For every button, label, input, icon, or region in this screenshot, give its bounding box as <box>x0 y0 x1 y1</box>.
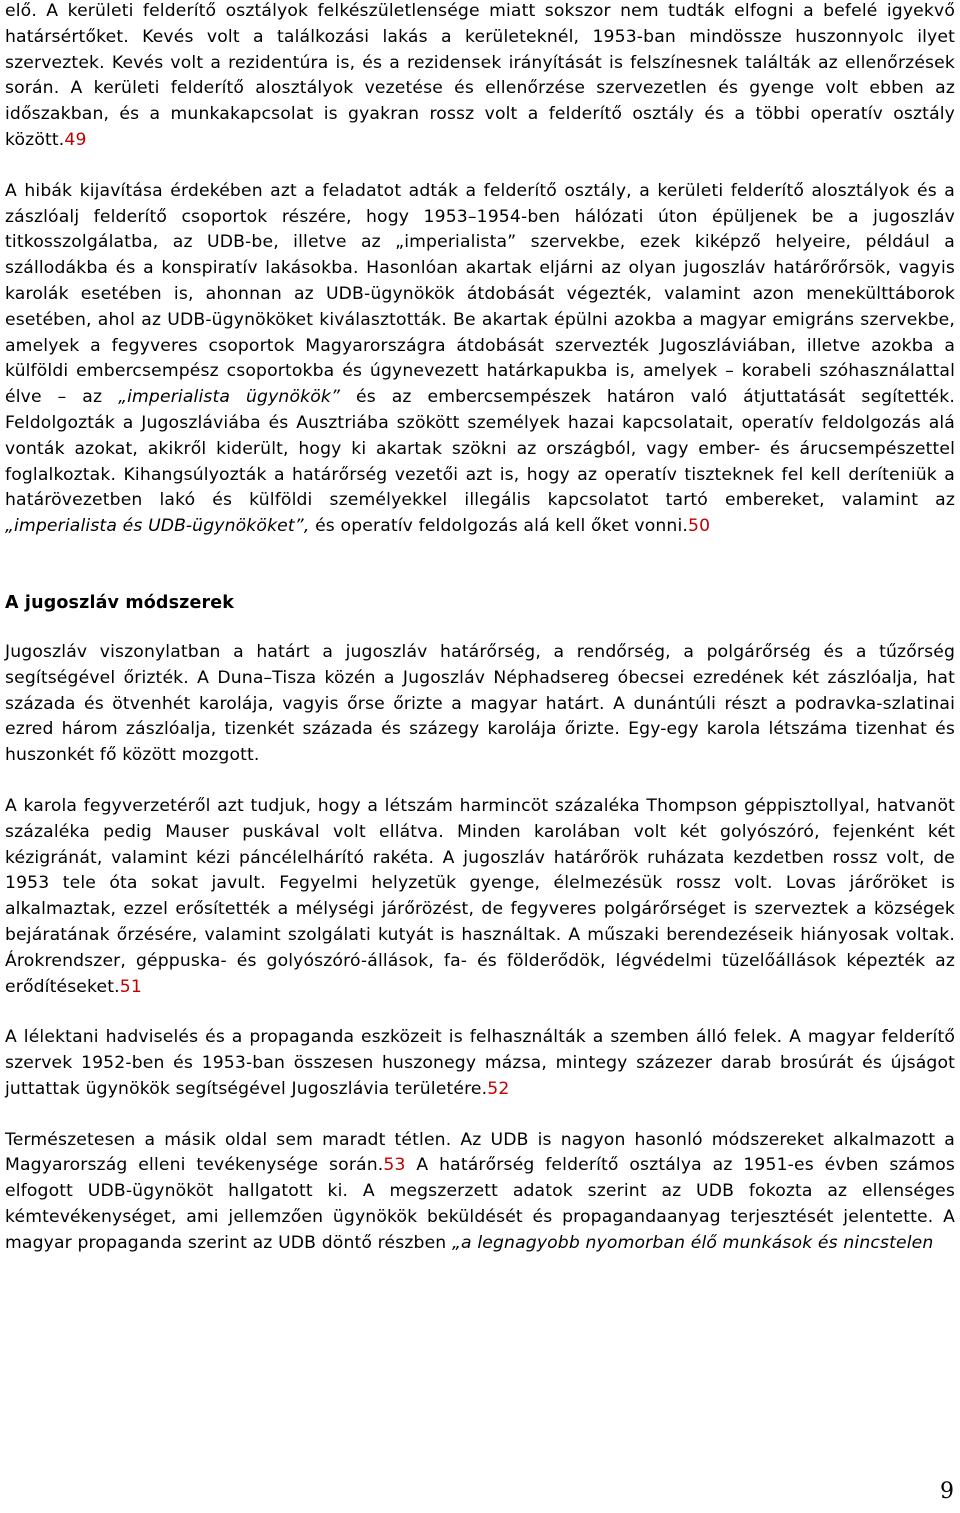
footnote-ref-52[interactable]: 52 <box>487 1078 510 1099</box>
paragraph-text: A határőrség felderítő osztálya az 1951-es évben számos elfogott UDB-ügynököt hallgatott ki. A megszerzett adatok szerint az UDB fokozta az ellenséges kémtevékenységet, ami jellemzően ügynökök beküldését és propagandaanyag terjesztését jelentette. A magyar propaganda szerint az UDB döntő részben <box>5 1155 955 1253</box>
paragraph-2 <box>5 179 955 540</box>
paragraph-text: Jugoszláv viszonylatban a határt a jugoszláv határőrség, a rendőrség, a polgárőrség és a tűzőrség segítségével őrizték. A Duna–Tisza közén a Jugoszláv Néphadsereg óbecsei ezredének két zászlóalja, hat százada és ötvenhét karolája, vagyis őrse őrizte a magyar határt. A dunántúli részt a podravka-szlatinai ezred három zászlóalja, tizenkét százada és százegy karolája őrizte. Egy-egy karola létszáma tizenhat és huszonkét fő között mozgott. <box>5 641 955 766</box>
paragraph-text: A lélektani hadviselés és a propaganda eszközeit is felhasználták a szemben álló felek. A magyar felderítő szervek 1952-ben és 1953-ban összesen huszonegy mázsa, mintegy százezer darab brosúrát és újságot juttattak ügynökök segítségével Jugoszlávia területére. <box>5 1027 955 1099</box>
italic-quote: „imperialista ügynökök” <box>118 387 341 408</box>
paragraph-6 <box>5 1128 955 1257</box>
document-page <box>5 0 955 1257</box>
section-heading: A jugoszláv módszerek <box>5 592 235 613</box>
paragraph-text: A karola fegyverzetéről azt tudjuk, hogy a létszám harmincöt százaléka Thompson géppisztollyal, hatvanöt százaléka pedig Mauser puskával volt ellátva. Minden karolában volt két golyószóró, fejenként két kézigránát, valamint kézi páncélelhárító rakéta. A jugoszláv határőrök ruházata kezdetben rossz volt, de 1953 tele óta sokat javult. Fegyelmi helyzetük gyenge, élelmezésük rossz volt. Lovas járőröket is alkalmaztak, ezzel erősítették a mélységi járőrözést, de fegyveres polgárőrséget is szerveztek a községek bejáratának őrzésére, valamint szolgálati kutyát is használtak. A műszaki berendezéseik hiányosak voltak. Árokrendszer, géppuska- és golyószóró-állások, fa- és földerődök, légvédelmi tüzelőállások képezték az erődítéseket. <box>5 795 955 997</box>
italic-quote: „a legnagyobb nyomorban élő munkások és nincstelen <box>451 1232 934 1253</box>
paragraph-4 <box>5 794 955 1000</box>
paragraph-text: elő. A kerületi felderítő osztályok felkészületlensége miatt sokszor nem tudták elfogni a befelé igyekvő határsértőket. Kevés volt a találkozási lakás a kerületeknél, 1953-ban mindössze huszonnyolc ilyet szerveztek. Kevés volt a rezidentúra is, és a rezidensek irányítását is felszínesnek találták az ellenőrzések során. A kerületi felderítő alosztályok vezetése és ellenőrzése szervezetlen és gyenge volt ebben az időszakban, és a munkakapcsolat is gyakran rossz volt a felderítő osztály és a többi operatív osztály között. <box>5 1 955 150</box>
paragraph-5 <box>5 1025 955 1102</box>
italic-quote: „imperialista és UDB-ügynököket”, <box>5 516 310 537</box>
paragraph-text: és az embercsempészek határon való átjuttatását segítették. Feldolgozták a Jugoszláviába és Ausztriába szökött személyek hazai kapcsolatait, operatív feldolgozás alá vonták azokat, akikről kiderült, hogy ki akartak szökni az országból, vagy ember- és árucsempészettel foglalkoztak. Kihangsúlyozták a határőrség vezetői azt is, hogy az operatív tiszteknek fel kell deríteniük a határövezetben lakó és külföldi személyekkel illegális kapcsolatot tartó embereket, valamint az <box>5 387 955 511</box>
footnote-ref-50[interactable]: 50 <box>688 516 711 537</box>
footnote-ref-53[interactable]: 53 <box>383 1155 406 1176</box>
paragraph-text: Természetesen a másik oldal sem maradt tétlen. Az UDB is nagyon hasonló módszereket alkalmazott a Magyarország elleni tevékenysége során. <box>5 1129 955 1176</box>
paragraph-3 <box>5 640 955 769</box>
footnote-ref-49[interactable]: 49 <box>64 129 87 150</box>
footnote-ref-51[interactable]: 51 <box>119 976 142 997</box>
paragraph-text: A hibák kijavítása érdekében azt a feladatot adták a felderítő osztály, a kerületi felderítő alosztályok és a zászlóalj felderítő csoportok részére, hogy 1953–1954-ben hálózati úton épüljenek be a jugoszláv titkosszolgálatba, az UDB-be, illetve az „imperialista” szervekbe, ezek kiképző helyeire, például a szállodákba és a konspiratív lakásokba. Hasonlóan akartak eljárni az olyan jugoszláv határőrőrsök, vagyis karolák esetében is, ahonnan az UDB-ügynökök átdobását végezték, valamint azon menekülttáborok esetében, ahol az UDB-ügynököket kiválasztották. Be akartak épülni azokba a magyar emigráns szervekbe, amelyek a fegyveres csoportok Magyarországra átdobását szervezték Jugoszláviában, illetve azokba a külföldi embercsempész csoportokba és úgynevezett határkapukba is, amelyek – korabeli szóhasználattal élve – az <box>5 180 955 408</box>
page-number: 9 <box>940 1479 954 1504</box>
paragraph-text: és operatív feldolgozás alá kell őket vonni. <box>309 516 688 537</box>
paragraph-1 <box>5 0 955 154</box>
